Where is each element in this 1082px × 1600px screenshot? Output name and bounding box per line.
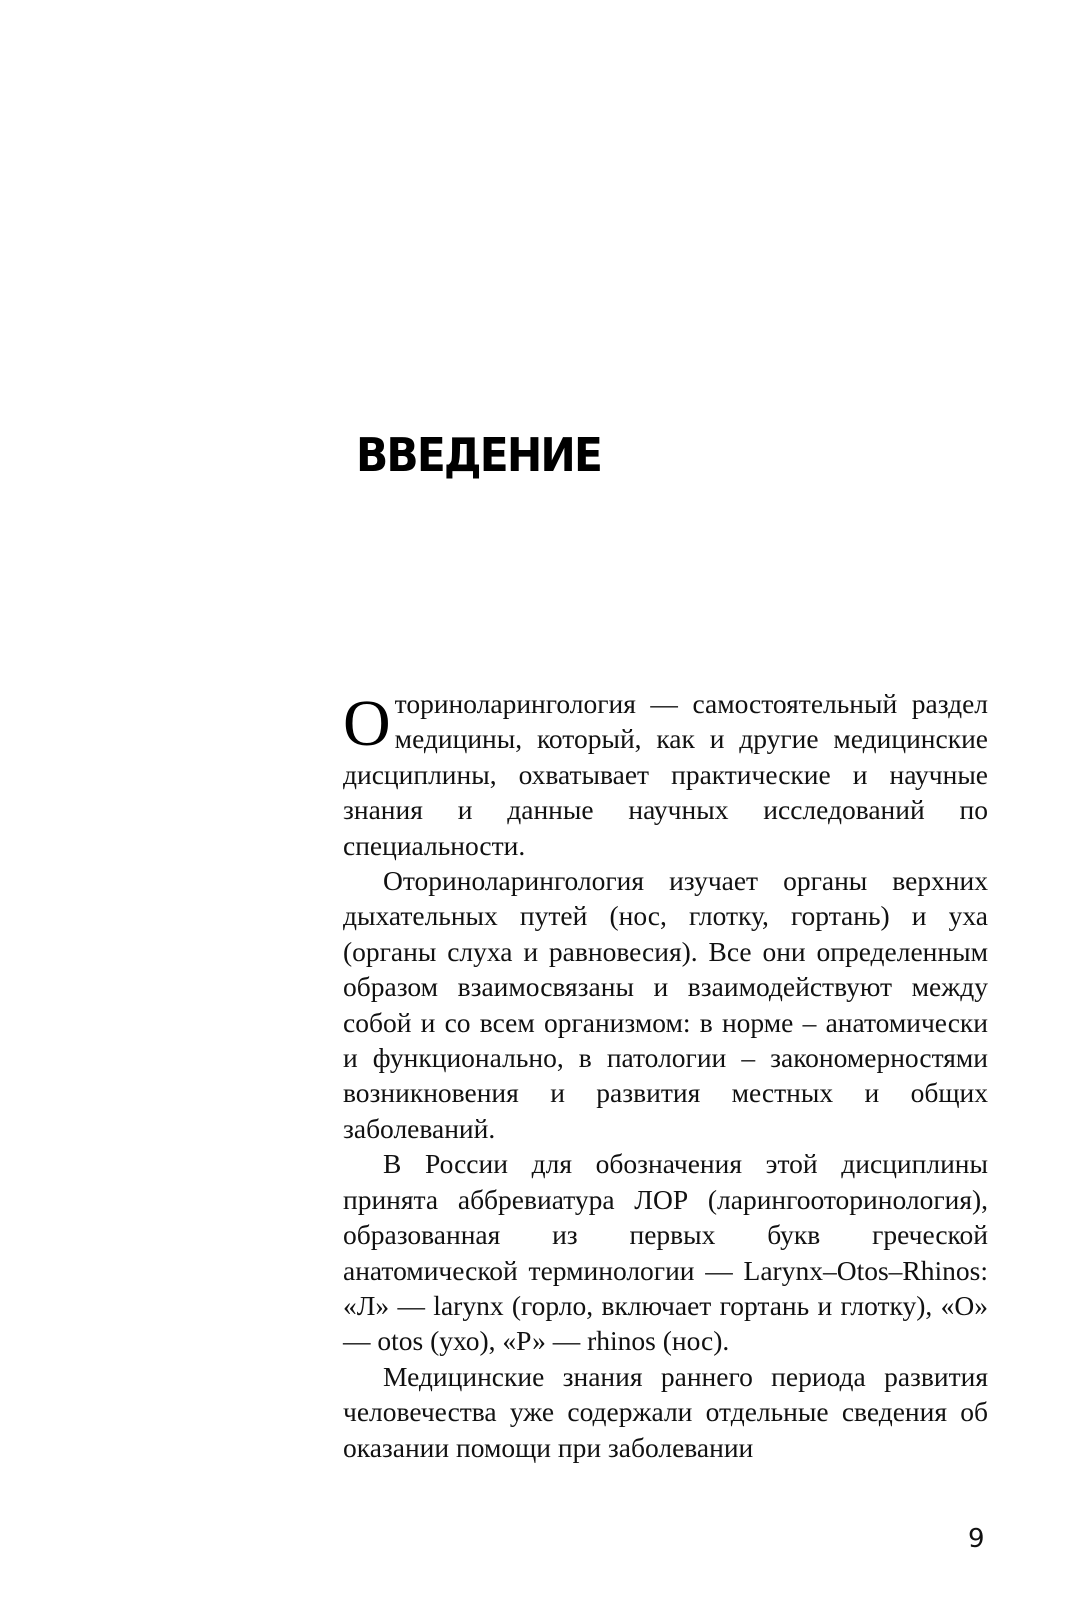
page-number: 9: [968, 1524, 985, 1554]
paragraph-1-text: ториноларингология — самостоятельный раздел медицины, который, как и другие медицинские дисциплины, охватывает практические и научные знания и данные научных исследований по специальности.: [343, 688, 988, 861]
drop-cap: О: [343, 687, 391, 760]
paragraph-4: Медицинские знания раннего периода развития человечества уже содержали отдельные сведения об оказании помощи при заболевании: [343, 1360, 988, 1463]
paragraph-1: [343, 686, 988, 863]
chapter-title: ВВЕДЕНИЕ: [356, 428, 602, 482]
paragraph-3: В России для обозначения этой дисциплины принята аббревиатура ЛОР (ларингооторинология), образованная из первых букв греческой анатомической терминологии — Larynx–Otos–Rhinos: «Л» — larynx (горло, включает гортань и глотку), «О» — otos (ухо), «Р» — rhinos (нос).: [343, 1148, 988, 1357]
paragraph-2: Оториноларингология изучает органы верхних дыхательных путей (нос, глотку, гортань) и уха (органы слуха и равновесия). Все они определенным образом взаимосвязаны и взаимодействуют между собой и со всем организмом: в норме – анатомически и функционально, в патологии – закономерностями возникновения и развития местных и общих заболеваний.: [343, 865, 988, 1144]
body-text: [343, 686, 988, 1465]
